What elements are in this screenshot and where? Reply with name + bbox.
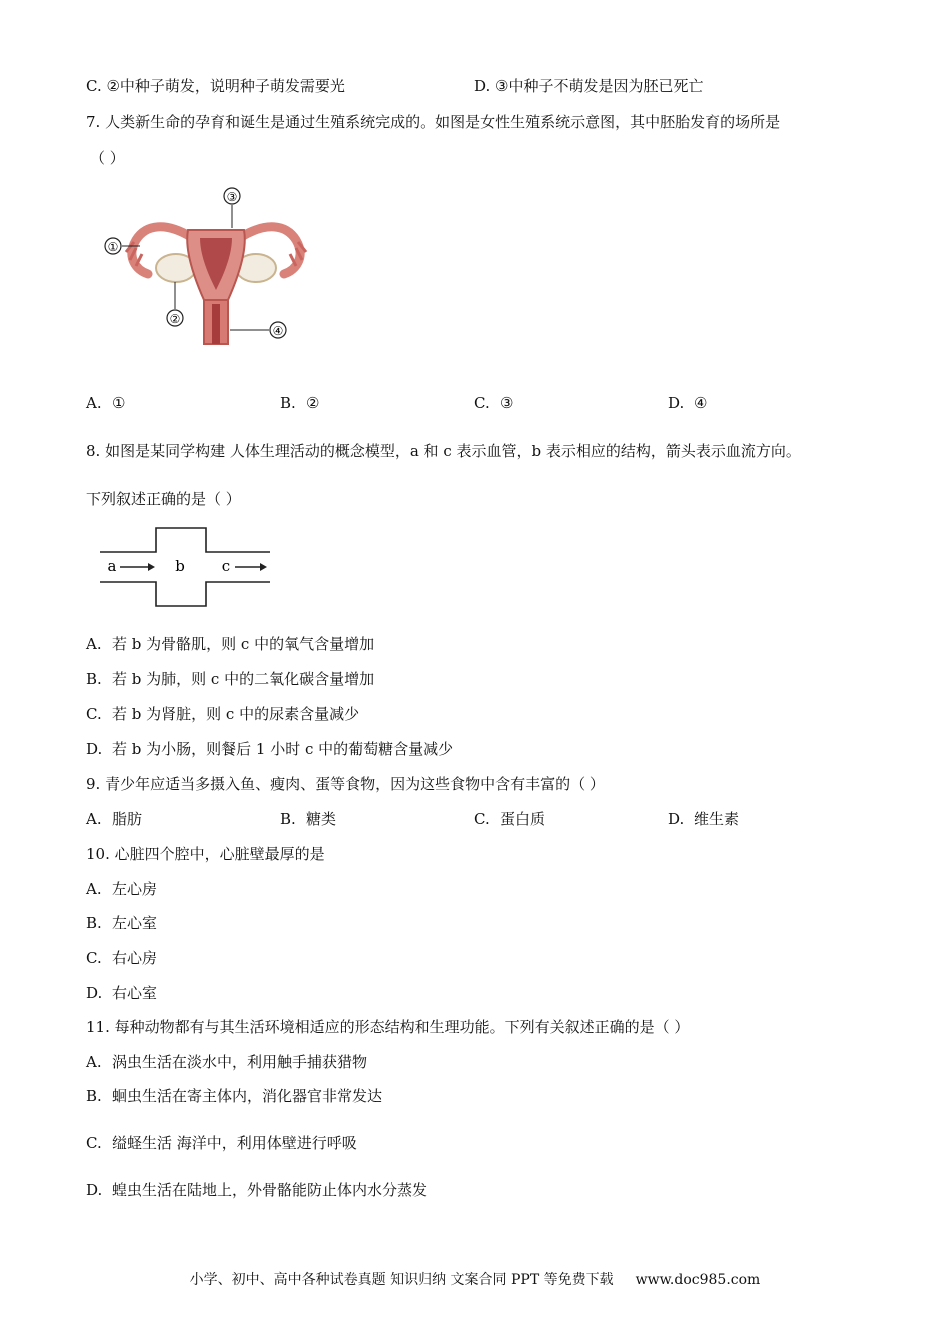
- q10-option-b: B. 左心室: [86, 914, 158, 932]
- q8-option-a: A. 若 b 为骨骼肌，则 c 中的氧气含量增加: [86, 635, 375, 653]
- q6-option-c: C. ②中种子萌发，说明种子萌发需要光: [86, 77, 345, 95]
- blood-flow-concept-model: [98, 526, 274, 608]
- q9-stem: 9. 青少年应适当多摄入鱼、瘦肉、蛋等食物，因为这些食物中含有丰富的（ ）: [86, 775, 605, 793]
- q8-stem-line2: 下列叙述正确的是（ ）: [86, 490, 241, 508]
- q10-option-d: D. 右心室: [86, 984, 158, 1002]
- q10-option-c: C. 右心房: [86, 949, 158, 967]
- q6-option-d: D. ③中种子不萌发是因为胚已死亡: [474, 77, 704, 95]
- q7-option-b: B. ②: [280, 394, 320, 412]
- q9-option-a: A. 脂肪: [86, 810, 143, 828]
- footer-url[interactable]: www.doc985.com: [635, 1272, 761, 1288]
- q8-stem-line1: 8. 如图是某同学构建 人体生理活动的概念模型，a 和 c 表示血管，b 表示相应的结构，箭头表示血流方向。: [86, 442, 801, 460]
- q7-stem-line1: 7. 人类新生命的孕育和诞生是通过生殖系统完成的。如图是女性生殖系统示意图，其中胚胎发育的场所是: [86, 113, 781, 131]
- label-c: c: [221, 557, 231, 575]
- q8-option-b: B. 若 b 为肺，则 c 中的二氧化碳含量增加: [86, 670, 375, 688]
- q10-stem: 10. 心脏四个腔中，心脏壁最厚的是: [86, 845, 325, 863]
- q9-option-d: D. 维生素: [668, 810, 740, 828]
- svg-text:④: ④: [272, 324, 284, 338]
- svg-text:①: ①: [107, 240, 119, 254]
- label-3: [224, 188, 240, 228]
- label-a: a: [107, 557, 117, 575]
- female-reproductive-system-figure: [96, 182, 336, 354]
- q7-option-a: A. ①: [86, 394, 126, 412]
- q11-option-c: C. 缢蛏生活 海洋中，利用体壁进行呼吸: [86, 1134, 357, 1152]
- q11-option-d: D. 蝗虫生活在陆地上，外骨骼能防止体内水分蒸发: [86, 1181, 428, 1199]
- q9-option-c: C. 蛋白质: [474, 810, 546, 828]
- q9-option-b: B. 糖类: [280, 810, 337, 828]
- label-b: b: [175, 557, 185, 575]
- label-4: [230, 322, 286, 338]
- q7-stem-line2: （ ）: [90, 149, 125, 167]
- footer-text: 小学、初中、高中各种试卷真题 知识归纳 文案合同 PPT 等免费下载: [189, 1272, 614, 1288]
- q8-option-c: C. 若 b 为肾脏，则 c 中的尿素含量减少: [86, 705, 360, 723]
- q11-stem: 11. 每种动物都有与其生活环境相适应的形态结构和生理功能。下列有关叙述正确的是（ ）: [86, 1018, 690, 1036]
- q10-option-a: A. 左心房: [86, 880, 158, 898]
- page-footer: [0, 1270, 950, 1290]
- q11-option-a: A. 涡虫生活在淡水中，利用触手捕获猎物: [86, 1053, 368, 1071]
- q8-option-d: D. 若 b 为小肠，则餐后 1 小时 c 中的葡萄糖含量减少: [86, 740, 454, 758]
- q11-option-b: B. 蛔虫生活在寄主体内，消化器官非常发达: [86, 1087, 383, 1105]
- q7-option-c: C. ③: [474, 394, 514, 412]
- q7-option-d: D. ④: [668, 394, 708, 412]
- label-2: [167, 282, 183, 326]
- svg-text:③: ③: [226, 190, 238, 204]
- svg-text:②: ②: [169, 312, 181, 326]
